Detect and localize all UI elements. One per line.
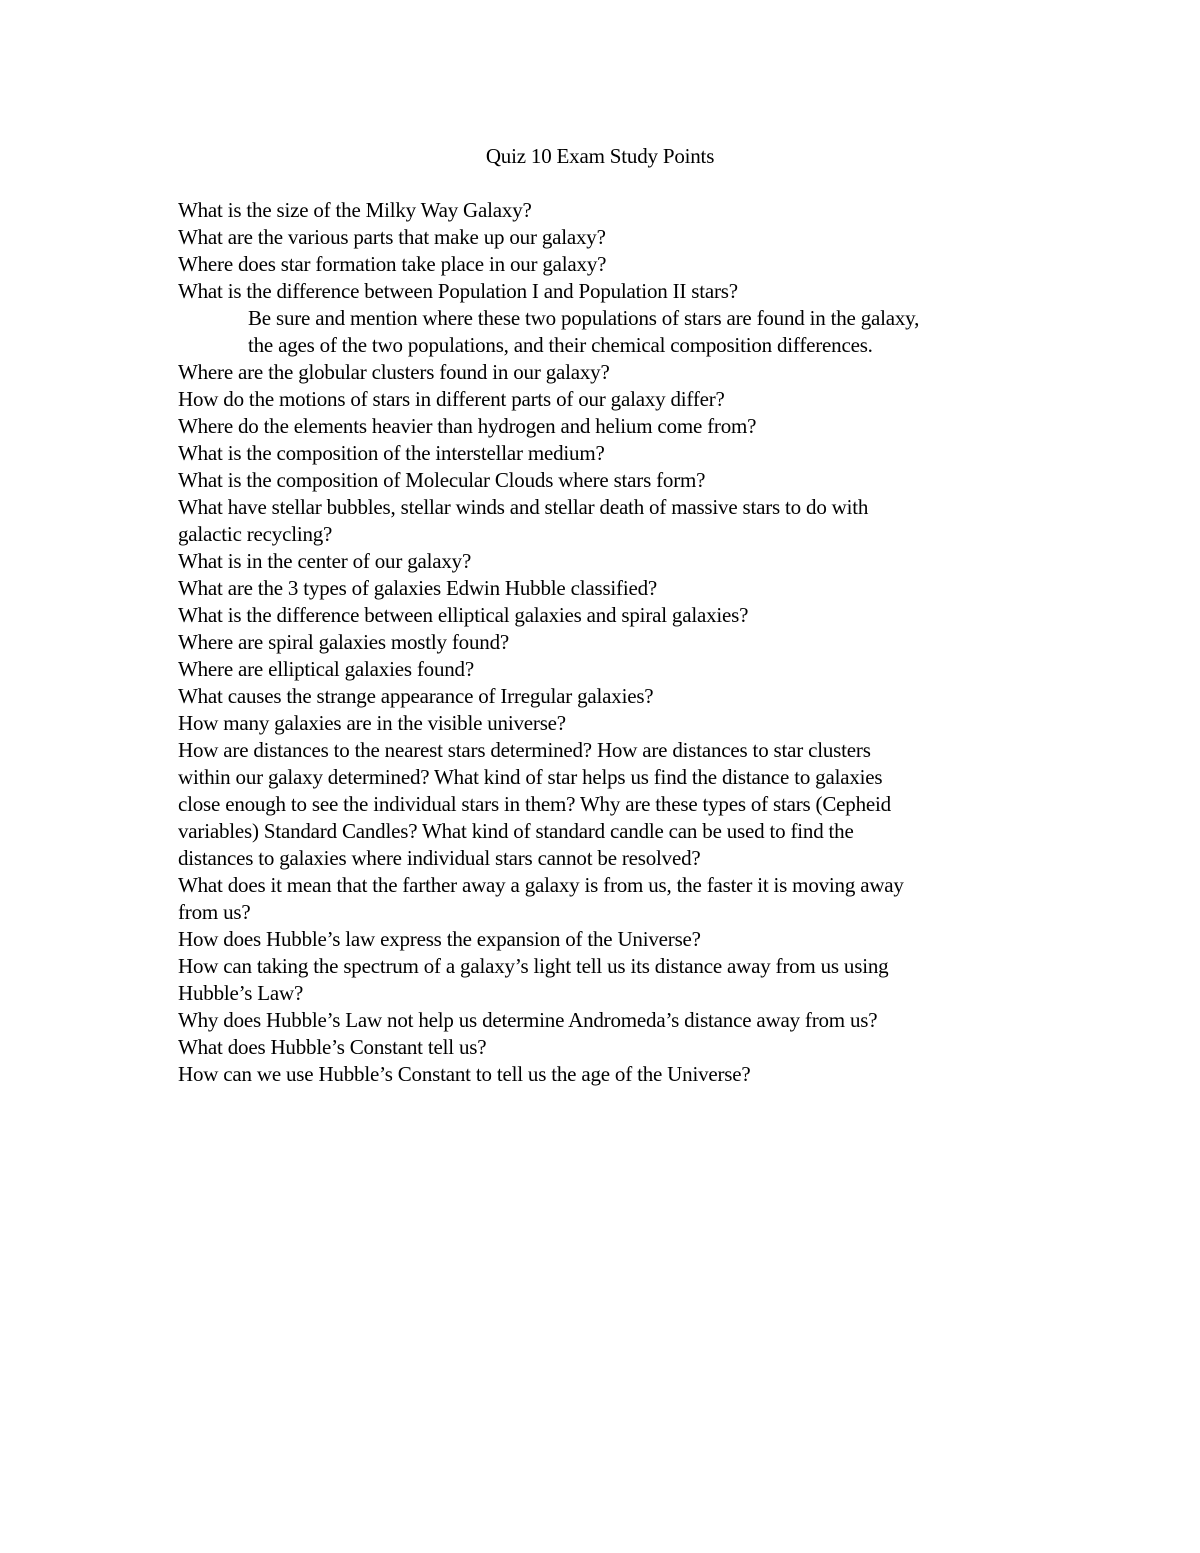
- question-line: Where are spiral galaxies mostly found?: [178, 630, 509, 654]
- question-line: What are the various parts that make up our galaxy?: [178, 225, 606, 249]
- question-line: Where do the elements heavier than hydrogen and helium come from?: [178, 414, 757, 438]
- question-line: What is the composition of Molecular Clouds where stars form?: [178, 468, 706, 492]
- question-line: Why does Hubble’s Law not help us determine Andromeda’s distance away from us?: [178, 1008, 878, 1032]
- question-line: distances to galaxies where individual stars cannot be resolved?: [178, 846, 701, 870]
- question-line: What is the difference between elliptical galaxies and spiral galaxies?: [178, 603, 749, 627]
- question-line: What is the difference between Population I and Population II stars?: [178, 279, 738, 303]
- question-line: galactic recycling?: [178, 522, 333, 546]
- question-line: Hubble’s Law?: [178, 981, 304, 1005]
- question-line: How can taking the spectrum of a galaxy’s light tell us its distance away from us using: [178, 954, 889, 978]
- question-line: What does it mean that the farther away a galaxy is from us, the faster it is moving away: [178, 873, 904, 897]
- question-line: What causes the strange appearance of Irregular galaxies?: [178, 684, 654, 708]
- question-line: Where are the globular clusters found in our galaxy?: [178, 360, 610, 384]
- question-line: How do the motions of stars in different parts of our galaxy differ?: [178, 387, 725, 411]
- question-line: What have stellar bubbles, stellar winds and stellar death of massive stars to do with: [178, 495, 869, 519]
- question-line: from us?: [178, 900, 251, 924]
- question-line: variables) Standard Candles? What kind of standard candle can be used to find the: [178, 819, 854, 843]
- question-line: close enough to see the individual stars in them? Why are these types of stars (Cepheid: [178, 792, 891, 816]
- question-detail-line: the ages of the two populations, and their chemical composition differences.: [248, 333, 873, 357]
- question-line: Where are elliptical galaxies found?: [178, 657, 474, 681]
- question-list: [178, 197, 1038, 1088]
- question-line: How are distances to the nearest stars determined? How are distances to star clusters: [178, 738, 871, 762]
- question-line: What is in the center of our galaxy?: [178, 549, 472, 573]
- question-line: What is the size of the Milky Way Galaxy?: [178, 198, 532, 222]
- question-line: How can we use Hubble’s Constant to tell us the age of the Universe?: [178, 1062, 751, 1086]
- question-line: What does Hubble’s Constant tell us?: [178, 1035, 487, 1059]
- question-line: How many galaxies are in the visible universe?: [178, 711, 566, 735]
- question-detail-line: Be sure and mention where these two populations of stars are found in the galaxy,: [248, 306, 920, 330]
- question-line: Where does star formation take place in our galaxy?: [178, 252, 607, 276]
- page-title: Quiz 10 Exam Study Points: [485, 144, 715, 168]
- question-line: What is the composition of the interstellar medium?: [178, 441, 605, 465]
- question-line: within our galaxy determined? What kind of star helps us find the distance to galaxies: [178, 765, 883, 789]
- question-line: What are the 3 types of galaxies Edwin Hubble classified?: [178, 576, 658, 600]
- question-line: How does Hubble’s law express the expansion of the Universe?: [178, 927, 701, 951]
